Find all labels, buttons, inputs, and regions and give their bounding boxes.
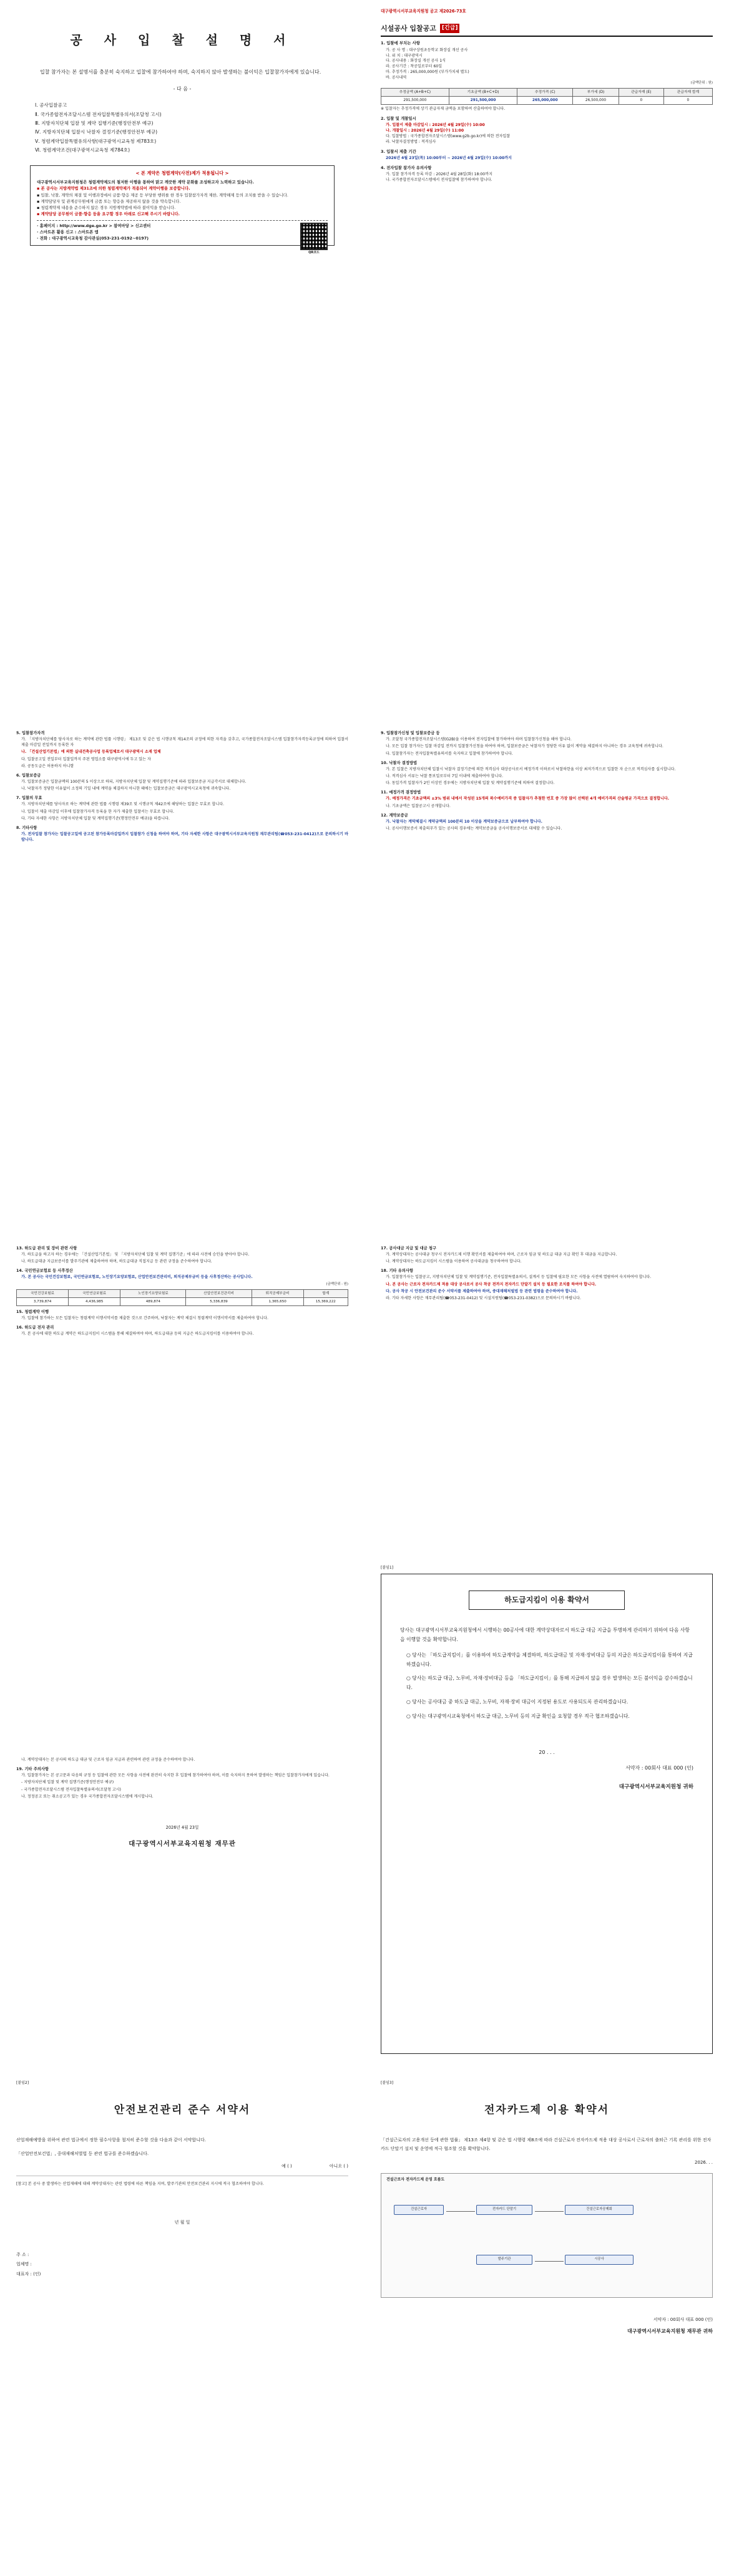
paragraph: 가. 입찰에 참가하는 모든 입찰자는 청렴계약 이행서약서를 제출한 것으로 간주하며, 낙찰자는 계약 체결시 청렴계약 이행서약서를 제출하여야 합니다. [21,1315,268,1320]
section-heading: 6. 입찰보증금 [16,773,41,778]
paragraph: 가. 조달청 국가종합전자조달시스템(G2B)을 이용하여 전자입찰에 참가하여야 하며 입찰참가신청을 해야 합니다. [386,737,572,742]
section-item: 가. 입찰서 제출 마감일시 : 2026년 4월 29일(수) 10:00 [386,123,485,128]
paragraph: 다. 입찰참가자는 전자입찰특별유의서를 숙지하고 입찰에 참가하여야 합니다. [386,751,513,756]
table-cell: 4,436,985 [69,1297,120,1305]
table-cell: 15,369,222 [303,1297,348,1305]
section-heading: 11. 예정가격 결정방법 [381,790,421,795]
section-heading: 16. 하도급 전자 관리 [16,1325,54,1330]
paragraph: 가. 입찰보증금은 입찰금액의 100분의 5 이상으로 하되, 지방자치단체 입찰 및 계약집행기준에 따라 입찰보증금 지급각서로 대체합니다. [21,779,247,784]
paragraph: 나. 적격심사 서류는 낙찰 통보일로부터 7일 이내에 제출하여야 합니다. [386,774,504,779]
section-item: 다. 공사내용 : 화장실 개선 공사 1식 [386,59,446,64]
section-heading: 8. 기타사항 [16,825,37,830]
table-header: 기초금액 (B+C+D) [449,88,517,96]
diagram-node: 건설근로자 [394,2205,444,2215]
paragraph: 산업재해예방을 위하여 관련 법규에서 정한 필수사항을 철저히 준수할 것을 다음과 같이 서약합니다. [16,2138,206,2143]
annex-body [381,2136,713,2153]
annex-title: 전자카드제 이용 확약서 [484,2103,610,2116]
arrow-icon [446,2211,475,2212]
paragraph: 다. 동일가격 입찰자가 2인 이상인 경우에는 지방자치단체 입찰 및 계약집행기준에 의하여 결정합니다. [386,781,555,786]
paragraph: 나. 본 공사는 근로자 전자카드제 적용 대상 공사로서 공사 착공 전까지 전자카드 단말기 설치 등 필요한 조치를 하여야 합니다. [386,1282,597,1287]
section-item: 나. 개찰일시 : 2026년 4월 29일(수) 11:00 [386,128,464,133]
table-cell: 1,365,650 [252,1297,303,1305]
integrity-contract-box [30,165,335,254]
box-line: ▪ 계약담당자 및 관계공무원에게 금품 또는 향응을 제공하지 않을 것을 약속합니다. [37,198,181,204]
list-item: Ⅵ. 청렴계약조건(대구광역시교육청 제784호) [35,147,130,153]
annex-signatory: 서약자 : 00회사 대표 000 (인) [625,1765,693,1771]
section-heading: 4. 전자입찰 참가자 유의사항 [381,165,432,170]
paragraph: 나. 계약상대자는 본 공사의 하도급 대금 및 근로자 임금 지급과 관련하여 관련 규정을 준수하여야 합니다. [21,1758,195,1762]
qr-code-icon [300,223,328,250]
annex-recipient: 대구광역시서부교육지원청 귀하 [619,1783,693,1790]
insurance-table [16,1289,348,1306]
paragraph: 나. 계약상대자는 하도급지킴이 시스템을 이용하여 공사대금을 청구하여야 합니다. [386,1259,522,1264]
page-notice-end [0,1546,364,2061]
annex-date: 2026. . . [695,2159,713,2165]
section-item: 라. 낙찰자결정방법 : 적격심사 [386,139,436,144]
table-cell: 5,336,839 [186,1297,252,1305]
section-heading: 3. 입찰서 제출 기간 [381,148,416,154]
notice-header [381,24,713,34]
paragraph: 나. 입찰서 제출 마감일 이후에 입찰참가자격 등록을 한 자가 제출한 입찰서는 무효로 합니다. [21,809,174,814]
page-annex-2 [0,2061,364,2576]
paragraph: 가. 입찰참가자는 본 공고문과 다음의 규정 등 입찰에 관한 모든 사항을 사전에 완전히 숙지한 후 입찰에 참가하여야 하며, 이를 숙지하지 못하여 발생하는 책임은 입찰참가자에게 있습니다. [21,1773,330,1778]
page-bid-notice [364,0,729,515]
table-header: 부가세 (D) [573,88,619,96]
section-heading: 7. 입찰의 무효 [16,796,42,801]
paragraph: 다. 공사 착공 시 안전보건관리 준수 서약서를 제출하여야 하며, 중대재해처벌법 등 관련 법령을 준수하여야 합니다. [386,1289,578,1294]
annex-tag: [붙임3] [381,2081,394,2085]
paragraph: 나. 공사이행보증서 제출의무가 있는 공사의 경우에는 계약보증금을 공사이행보증서로 대체할 수 있습니다. [386,826,562,831]
paragraph: 가. 본 공사에 대한 하도급 계약은 하도급지킴이 시스템을 통해 체결하여야 하며, 하도급대금 등의 지급은 하도급지킴이를 이용하여야 합니다. [21,1331,254,1336]
section-heading: 5. 입찰참가자격 [16,731,45,735]
no-checkbox[interactable]: 아니오 ( ) [329,2163,348,2169]
section-item: 마. 추정가격 : 265,000,000원 (부가가치세 별도) [386,70,469,75]
paragraph: 가. 본 입찰은 지방자치단체 입찰시 낙찰자 결정기준에 의한 적격심사 대상공사로서 예정가격 이하로서 낙찰하한율 이상 최저가격으로 입찰한 자 순으로 적격심사를 실시합니다. [386,767,676,772]
box-line: 대구광역시서부교육지원청은 청렴계약제도의 철저한 이행을 통하여 맑고 깨끗한 계약 문화를 조성하고자 노력하고 있습니다. [37,180,254,185]
table-header: 노인장기요양보험료 [120,1289,186,1297]
list-item: Ⅳ. 지방자치단체 입찰시 낙찰자 결정기준(행정안전부 예규) [35,129,158,135]
annex-title: 안전보건관리 준수 서약서 [114,2103,251,2116]
box-line: ▪ 청렴계약제 내용을 준수하지 않은 경우 지방계약법에 따라 불이익을 받습니다. [37,205,176,211]
center-heading: - 다 음 - [173,85,192,92]
notice-number: 대구광역시서부교육지원청 공고 제2026-73호 [381,9,466,14]
list-item: ○ 당사는 공사대금 중 하도급 대금, 노무비, 자재·장비 대금이 지정된 용도로 사용되도록 관리하겠습니다. [406,1698,629,1705]
paragraph: 나. 낙찰자가 정당한 이유없이 소정의 기일 내에 계약을 체결하지 아니한 때에는 입찰보증금은 대구광역시교육청에 귀속합니다. [21,787,231,792]
paragraph: 가. 예정가격은 기초금액의 ±3% 범위 내에서 작성된 15개의 복수예비가격 중 입찰자가 추첨한 번호 중 가장 많이 선택된 4개 예비가격의 산술평균 가격으로 결정합니다. [386,797,670,801]
table-row [381,96,713,104]
qr-label: QR코드 [308,250,320,254]
annex-date: 20 . . . [539,1749,555,1755]
page-bid-instructions [0,0,364,515]
diagram-node: 시공사 [565,2255,634,2265]
section-heading: 14. 국민연금보험료 등 사후정산 [16,1269,73,1274]
paragraph: 「건설근로자의 고용개선 등에 관한 법률」 제13조 제4항 및 같은 법 시행령 제8조에 따라 건설근로자 전자카드제 적용 대상 공사로서 근로자의 출퇴근 기록 관리를 위한 전자카드 단말기 설치 및 운영에 적극 협조할 것을 확약합니다. [381,2138,712,2151]
page-annex-1 [364,1546,729,2061]
paragraph: 「산업안전보건법」, 중대재해처벌법 등 관련 법규를 준수하겠습니다. [16,2151,149,2156]
table-cell: 265,000,000 [517,96,573,104]
paragraph: 가. 지방자치단체를 당사자로 하는 계약에 관한 법률 시행령 제39조 및 시행규칙 제42조에 해당하는 입찰은 무효로 합니다. [21,802,225,807]
annex-tag: [붙임2] [16,2081,29,2085]
table-header: 국민연금보험료 [69,1289,120,1297]
arrow-icon [535,2211,564,2212]
section-item: 가. 공 사 명 : 대구상원초등학교 화장실 개선 공사 [386,47,468,52]
table-cell: 0 [663,96,712,104]
urgent-badge: [긴급] [440,24,460,33]
table-cell: 3,739,874 [17,1297,69,1305]
table-header: 국민건강보험료 [17,1289,69,1297]
table-cell: 291,500,000 [449,96,517,104]
list-item: ○ 당사는 「하도급지킴이」를 이용하여 하도급계약을 체결하며, 하도급대금 및 자재·장비대금 등의 지급은 하도급지킴이를 통하여 지급하겠습니다. [406,1652,693,1667]
table-header: 관급자재 (E) [619,88,663,96]
annex-body [400,1626,693,1721]
box-contacts [37,220,328,254]
yes-no-options [16,2163,348,2169]
section-heading: 9. 입찰참가신청 및 입찰보증금 등 [381,731,440,735]
section-heading: 12. 계약보증금 [381,813,408,818]
table-header: 퇴직공제부금비 [252,1289,303,1297]
annex-tag: [붙임1] [381,1566,394,1570]
table-header: 추정가격 (C) [517,88,573,96]
paragraph: 라. 기타 자세한 사항은 재무관리팀(☎053-231-0412) 및 시설지원팀(☎053-231-0382)으로 문의하시기 바랍니다. [386,1296,581,1301]
page-notice-cont-4 [364,1030,729,1546]
annex-signatory: 서약자 : 00회사 대표 000 (인) [653,2317,713,2323]
paragraph: 나. 하도급대금 지급보증서를 발주기관에 제출하여야 하며, 하도급대금 직접지급 등 관련 규정을 준수하여야 합니다. [21,1259,212,1264]
paragraph: 다. 입찰공고일 전일부터 입찰일까지 주된 영업소를 대구광역시에 두고 있는 자 [21,757,151,762]
price-table [381,88,713,105]
intro-text: 입찰 참가자는 본 설명서를 충분히 숙지하고 입찰에 참가하여야 하며, 숙지하지 않아 발생하는 불이익은 입찰참가자에게 있습니다. [40,69,321,75]
section-heading: 15. 청렴계약 이행 [16,1309,49,1314]
box-line: ▪ 본 공사는 지방계약법 제31조에 의한 청렴계약제가 적용되어 계약이행을 보증합니다. [37,186,190,191]
section-heading: 18. 기타 유의사항 [381,1269,414,1274]
annex-recipient: 대구광역시서부교육지원청 재무관 귀하 [627,2328,713,2335]
box-line: ▪ 계약담당 공무원이 금품·향응 등을 요구할 경우 아래로 신고해 주시기 바랍니다. [37,211,180,217]
section-heading: 13. 하도급 관리 및 장비 관련 사항 [16,1246,77,1251]
section-item: 가. 입찰 참가자격 등록 마감 : 2026년 4월 28일(화) 18:00까지 [386,172,492,177]
page-notice-cont-2 [364,515,729,1030]
reference-note: [참고] 본 공사 중 발생하는 산업재해에 대해 계약상대자는 관련 법령에 따른 책임을 지며, 발주기관의 안전보건관리 지시에 적극 협조하여야 합니다. [16,2176,348,2188]
annex-date: 년 월 일 [174,2219,190,2225]
diagram-node: 전자카드 단말기 [476,2205,532,2215]
contact-line: · 스마트폰 활용 신고 : 스마트폰 앱 [37,229,99,235]
table-row [17,1297,348,1305]
table-cell: 26,500,000 [573,96,619,104]
paragraph: - 국가종합전자조달시스템 전자입찰특별유의서(조달청 고시) [21,1787,121,1792]
section-item: 나. 위 치 : 대구광역시 [386,53,423,58]
box-line: ▪ 입찰, 낙찰, 계약의 체결 및 이행과정에서 금품·향응 제공 등 부당한 행위를 한 경우 입찰참가자격 제한, 계약해제 등의 조치를 받을 수 있습니다. [37,192,288,198]
annex-title: 하도급지킴이 이용 확약서 [469,1591,625,1610]
paragraph: 나. 정정공고 또는 취소공고가 있는 경우 국가종합전자조달시스템에 게시합니다. [21,1794,154,1799]
paragraph: 가. 전자입찰 참가자는 입찰공고일에 공고된 참가등록마감일까지 입찰참가 신청을 하여야 하며, 기타 자세한 사항은 대구광역시서부교육지원청 재무관리팀(☎053-231-0412)으로 문의하시기 바랍니다. [21,831,348,842]
annex-frame [381,1574,713,2054]
paragraph: 나. 「건설산업기본법」에 의한 실내건축공사업 등록업체로서 대구광역시 소재 업체 [21,750,161,755]
address-field[interactable]: 주 소 : [16,2252,29,2257]
list-item: Ⅱ. 국가종합전자조달시스템 전자입찰특별유의서(조달청 고시) [35,111,162,117]
table-header: 관급자재 합계 [663,88,712,96]
section-item: 다. 입찰방법 : 국가종합전자조달시스템(www.g2b.go.kr)에 의한 전자입찰 [386,134,511,139]
section-item: 2026년 4월 23일(목) 10:00부터 ~ 2026년 4월 29일(수) 10:00까지 [386,156,512,161]
section-heading: 1. 입찰에 부치는 사항 [381,41,420,46]
notice-signer: 대구광역시서부교육지원청 재무관 [129,1840,236,1848]
unit-label: (금액단위 : 원) [690,80,713,85]
table-header: 산업안전보건관리비 [186,1289,252,1297]
table-header: 합계 [303,1289,348,1297]
paragraph: 가. 입찰참가자는 입찰공고, 지방자치단체 입찰 및 계약집행기준, 전자입찰특별유의서, 설계서 등 입찰에 필요한 모든 사항을 사전에 열람하여 숙지하여야 합니다. [386,1275,652,1280]
paragraph: 가. 하도급을 하고자 하는 경우에는 「건설산업기본법」 및 「지방자치단체 입찰 및 계약 집행기준」에 따라 사전에 승인을 받아야 합니다. [21,1252,250,1257]
diagram-node: 건설근로자공제회 [565,2205,634,2215]
diagram-title: 건설근로자 전자카드제 운영 흐름도 [386,2177,445,2182]
list-item: Ⅲ. 지방자치단체 입찰 및 계약 집행기준(행정안전부 예규) [35,120,154,127]
company-field[interactable]: 업체명 : [16,2262,32,2267]
unit-label: (금액단위 : 원) [326,1282,348,1286]
paragraph: 나. 기초금액은 입찰공고시 공개합니다. [386,803,451,808]
section-item: 바. 공사내역 [386,75,407,80]
section-heading: 19. 기타 주의사항 [16,1766,49,1771]
table-cell: 291,500,000 [381,96,449,104]
section-heading: 17. 공사대금 지급 및 대금 청구 [381,1246,437,1251]
arrow-icon [535,2261,564,2262]
annex-body [16,2136,348,2158]
notice-date: 2026년 4월 23일 [165,1824,199,1830]
paragraph: 다. 기타 자세한 사항은 지방자치단체 입찰 및 계약집행기준(행정안전부 예규)을 따릅니다. [21,816,170,821]
list-item: Ⅴ. 청렴계약입찰특별유의사항(대구광역시교육청 제783호) [35,138,157,144]
section-item: 라. 공사기간 : 착공일로부터 60일 [386,64,443,69]
page-notice-cont-1 [0,515,364,1030]
paragraph: 가. 계약상대자는 공사대금 청구시 전자카드제 이행 확인서를 제출하여야 하며, 근로자 임금 및 하도급 대금 지급 확인 후 대금을 지급합니다. [386,1252,617,1257]
paragraph: 가. 「지방자치단체를 당사자로 하는 계약에 관한 법률 시행령」 제13조 및 같은 법 시행규칙 제14조의 규정에 의한 자격을 갖추고, 국가종합전자조달시스템 입찰참가자격등록규정에 의하여 입찰서 제출 마감일 전일까지 등록한 자 [21,737,348,747]
paragraph: - 지방자치단체 입찰 및 계약 집행기준(행정안전부 예규) [21,1780,114,1785]
representative-field[interactable]: 대표자 : (인) [16,2271,41,2277]
doc-title: 공 사 입 찰 설 명 서 [70,32,295,47]
notice-title: 시설공사 입찰공고 [381,24,436,32]
paragraph: 당사는 대구광역시서부교육지원청에서 시행하는 00공사에 대한 계약상대자로서 하도급 대금 지급을 투명하게 관리하기 위하여 다음 사항을 이행할 것을 확약합니다. [400,1627,690,1642]
paragraph: 가. 본 공사는 국민건강보험료, 국민연금보험료, 노인장기요양보험료, 산업안전보건관리비, 퇴직공제부금비 등을 사후정산하는 공사입니다. [21,1275,253,1280]
contact-line: · 홈페이지 : http://www.dge.go.kr > 참여마당 > 신고센터 [37,223,151,228]
table-cell: 489,874 [120,1297,186,1305]
yes-checkbox[interactable]: 예 ( ) [281,2163,292,2169]
page-annex-3 [364,2061,729,2576]
table-cell: 0 [619,96,663,104]
paragraph: 나. 모든 입찰 참가자는 입찰 마감일 전까지 입찰참가신청을 하여야 하며, 입찰보증금은 낙찰자가 정당한 이유 없이 계약을 체결하지 아니하는 경우 교육청에 귀속합니다. [386,744,663,749]
page-notice-cont-3 [0,1030,364,1546]
list-item: ○ 당사는 하도급 대금, 노무비, 자재·장비대금 등을 「하도급지킴이」를 통해 지급하지 않을 경우 발생하는 모든 불이익을 감수하겠습니다. [406,1675,693,1691]
contact-line: · 전화 : 대구광역시교육청 감사관실(053-231-0192~0197) [37,236,149,241]
paragraph: 라. 공동도급은 허용하지 아니함 [21,763,74,768]
list-item: Ⅰ. 공사입찰공고 [35,102,67,109]
box-title: < 본 계약은 청렴계약(사전)제가 적용됩니다 > [135,170,229,176]
table-header: 추정금액 (A+B+C) [381,88,449,96]
signature-block [16,2250,348,2279]
document-list [35,101,330,155]
paragraph: 가. 낙찰자는 계약체결시 계약금액의 100분의 10 이상을 계약보증금으로 납부하여야 합니다. [386,819,542,824]
section-item: 나. 국가종합전자조달시스템에서 전자입찰에 참가하여야 합니다. [386,177,492,182]
diagram-node: 발주기관 [476,2255,532,2265]
note: ※ 입찰자는 추정가격에 상기 관급자재 금액을 포함하여 산출하여야 합니다. [381,107,506,112]
divider [381,36,713,37]
e-card-flow-diagram [381,2173,713,2298]
section-heading: 10. 낙찰자 결정방법 [381,760,418,765]
section-heading: 2. 입찰 및 개찰일시 [381,116,416,122]
list-item: ○ 당사는 대구광역시교육청에서 하도급 대금, 노무비 등의 지급 확인을 요청할 경우 적극 협조하겠습니다. [406,1713,630,1719]
